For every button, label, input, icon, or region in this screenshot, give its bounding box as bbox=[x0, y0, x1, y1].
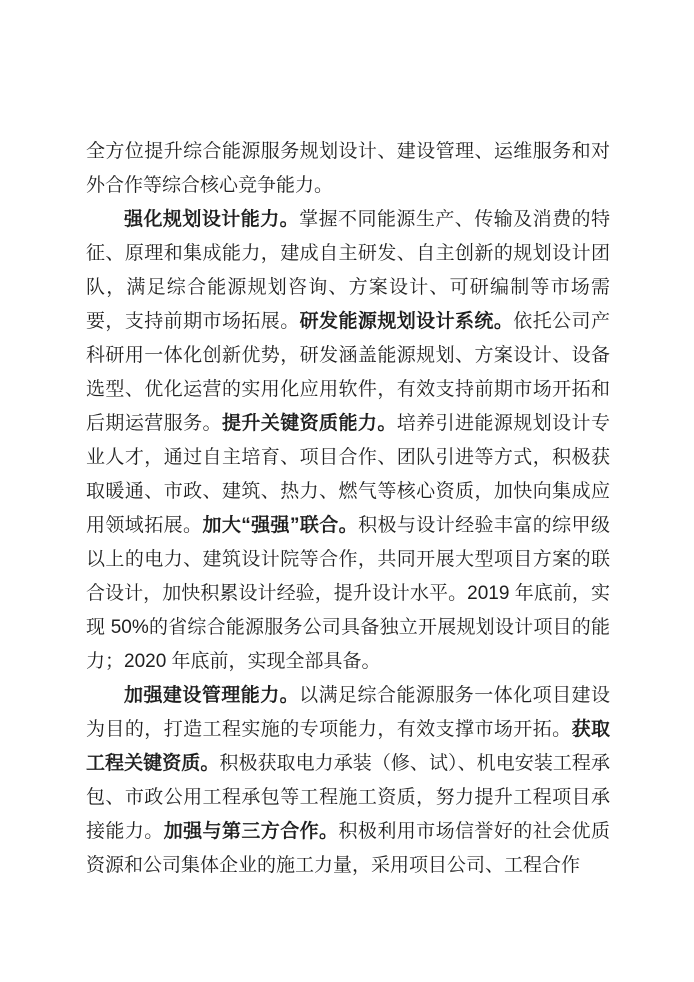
paragraph bbox=[86, 679, 610, 883]
paragraph bbox=[86, 135, 610, 203]
text-run: 积极与设计经验丰富的综甲级以上的电力、建筑设计院等合作，共同开展大型项目方案的联合设计，加快积累设计经验，提升设计水平。2019 年底前，实现 50%的省综合能源服务公司具备独立开展规划设计项目的能力；2020 年底前，实现全部具备。 bbox=[86, 515, 610, 672]
bold-run: 强化规划设计能力。 bbox=[124, 209, 300, 230]
paragraph bbox=[86, 203, 610, 679]
text-run: 培养引进能源规划设计专业人才，通过自主培育、项目合作、团队引进等方式，积极获取暖通、市政、建筑、热力、燃气等核心资质，加快向集成应用领域拓展。 bbox=[86, 413, 610, 536]
text-run: 积极利用市场信誉好的社会优质资源和公司集体企业的施工力量，采用项目公司、工程合作 bbox=[86, 821, 610, 876]
bold-run: 研发能源规划设计系统。 bbox=[299, 311, 514, 332]
bold-run: 加强与第三方合作。 bbox=[163, 821, 339, 842]
bold-run: 提升关键资质能力。 bbox=[221, 413, 397, 434]
text-run: 依托公司产科研用一体化创新优势，研发涵盖能源规划、方案设计、设备选型、优化运营的实用化应用软件，有效支持前期市场开拓和后期运营服务。 bbox=[86, 311, 610, 434]
bold-run: 获取工程关键资质。 bbox=[86, 719, 610, 774]
document-body bbox=[86, 135, 610, 883]
text-run: 掌握不同能源生产、传输及消费的特征、原理和集成能力，建成自主研发、自主创新的规划设计团队，满足综合能源规划咨询、方案设计、可研编制等市场需要，支持前期市场拓展。 bbox=[86, 209, 610, 332]
text-run: 以满足综合能源服务一体化项目建设为目的，打造工程实施的专项能力，有效支撑市场开拓。 bbox=[86, 685, 610, 740]
text-run: 全方位提升综合能源服务规划设计、建设管理、运维服务和对外合作等综合核心竞争能力。 bbox=[86, 141, 610, 196]
text-run: 积极获取电力承装（修、试）、机电安装工程承包、市政公用工程承包等工程施工资质，努力提升工程项目承接能力。 bbox=[86, 753, 610, 842]
bold-run: 加大“强强”联合。 bbox=[202, 515, 359, 536]
bold-run: 加强建设管理能力。 bbox=[124, 685, 300, 706]
